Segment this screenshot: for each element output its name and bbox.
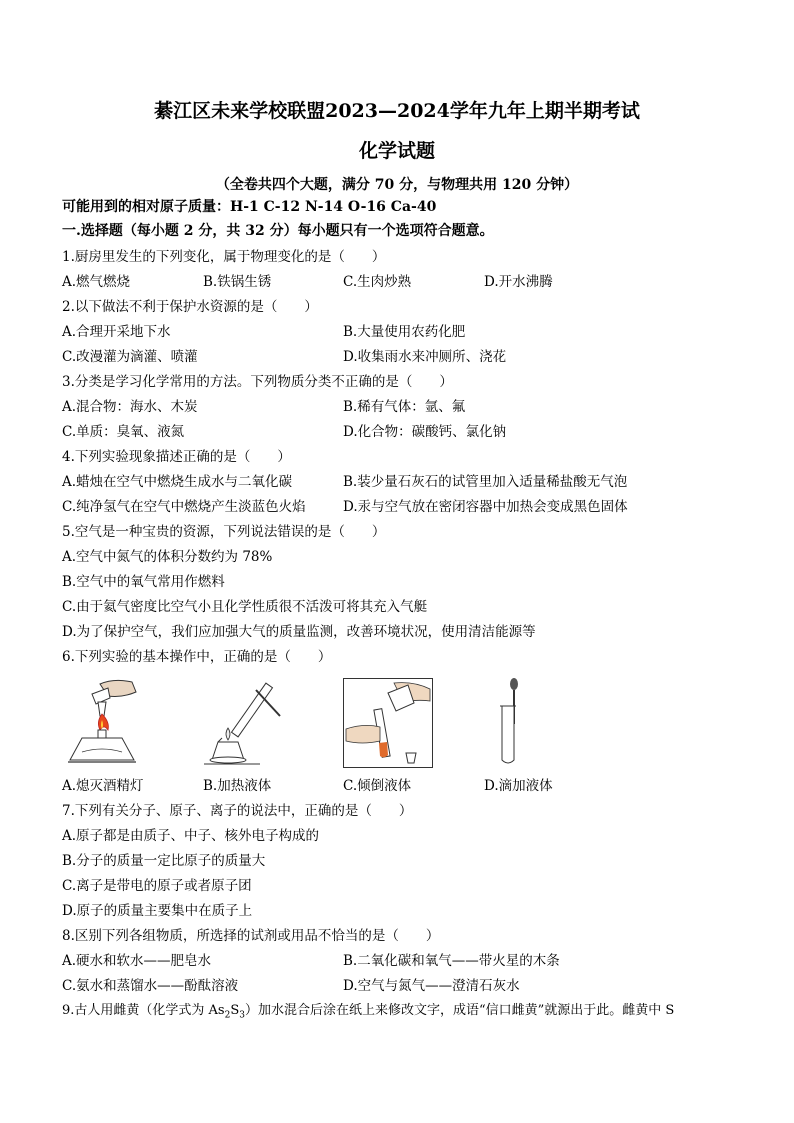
option-b: B.空气中的氧气常用作燃料	[62, 574, 225, 590]
option-d: D.滴加液体	[484, 778, 553, 794]
option-c: C.改漫灌为滴灌、喷灌	[62, 349, 198, 365]
option-c: C.生肉炒熟	[343, 274, 412, 290]
option-d: D.原子的质量主要集中在质子上	[62, 903, 253, 919]
question-stem: 6.下列实验的基本操作中，正确的是（ ）	[62, 649, 332, 665]
option-c: C.由于氦气密度比空气小且化学性质很不活泼可将其充入气艇	[62, 599, 428, 615]
option-a: A.熄灭酒精灯	[62, 778, 144, 794]
alcohol-lamp-cap-image	[62, 676, 140, 768]
question-stem: 5.空气是一种宝贵的资源，下列说法错误的是（ ）	[62, 524, 386, 540]
atomic-masses: 可能用到的相对原子质量：H-1 C-12 N-14 O-16 Ca-40	[62, 199, 437, 215]
question-stem: 8.区别下列各组物质，所选择的试剂或用品不恰当的是（ ）	[62, 928, 440, 944]
subject-title: 化学试题	[358, 140, 435, 162]
option-b: B.稀有气体：氩、氟	[343, 399, 466, 415]
option-d: D.化合物：碳酸钙、氯化钠	[343, 424, 507, 440]
question-stem: 2.以下做法不利于保护水资源的是（ ）	[62, 299, 318, 315]
heating-liquid-image	[200, 676, 284, 768]
question-stem: 4.下列实验现象描述正确的是（ ）	[62, 449, 291, 465]
option-d: D.汞与空气放在密闭容器中加热会变成黑色固体	[343, 499, 628, 515]
option-d: D.收集雨水来冲厕所、浇花	[343, 349, 507, 365]
option-b: B.二氧化碳和氧气——带火星的木条	[343, 953, 560, 969]
option-a: A.原子都是由质子、中子、核外电子构成的	[62, 828, 320, 844]
option-a: A.蜡烛在空气中燃烧生成水与二氧化碳	[62, 474, 293, 490]
option-b: B.加热液体	[203, 778, 272, 794]
option-c: C.离子是带电的原子或者原子团	[62, 878, 252, 894]
option-b: B.装少量石灰石的试管里加入适量稀盐酸无气泡	[343, 474, 628, 490]
option-c: C.单质：臭氧、液氮	[62, 424, 185, 440]
dropping-liquid-image	[480, 676, 540, 768]
option-c: C.氨水和蒸馏水——酚酞溶液	[62, 978, 239, 994]
question-stem: 3.分类是学习化学常用的方法。下列物质分类不正确的是（ ）	[62, 374, 453, 390]
option-a: A.硬水和软水——肥皂水	[62, 953, 212, 969]
section-heading: 一.选择题（每小题 2 分，共 32 分）每小题只有一个选项符合题意。	[62, 223, 494, 239]
option-b: B.分子的质量一定比原子的质量大	[62, 853, 266, 869]
option-d: D.开水沸腾	[484, 274, 553, 290]
option-c: C.纯净氢气在空气中燃烧产生淡蓝色火焰	[62, 499, 306, 515]
option-b: B.铁锅生锈	[203, 274, 272, 290]
exam-title: 綦江区未来学校联盟2023—2024学年九年上期半期考试	[154, 100, 640, 122]
question-stem: 7.下列有关分子、原子、离子的说法中，正确的是（ ）	[62, 803, 413, 819]
option-b: B.大量使用农药化肥	[343, 324, 466, 340]
option-a: A.合理开采地下水	[62, 324, 171, 340]
question-stem: 1.厨房里发生的下列变化，属于物理变化的是（ ）	[62, 249, 386, 265]
option-a: A.燃气燃烧	[62, 274, 131, 290]
option-d: D.空气与氮气——澄清石灰水	[343, 978, 520, 994]
exam-note: （全卷共四个大题，满分 70 分，与物理共用 120 分钟）	[215, 177, 579, 193]
option-c: C.倾倒液体	[343, 778, 412, 794]
pouring-liquid-image	[343, 678, 433, 768]
question-stem: 9.古人用雌黄（化学式为 $As_2S_3$）加水混合后涂在纸上来修改文字，成语“信口雌黄”就源出于此。雌黄中 S	[62, 1003, 675, 1021]
option-a: A.混合物：海水、木炭	[62, 399, 198, 415]
option-d: D.为了保护空气，我们应加强大气的质量监测，改善环境状况，使用清洁能源等	[62, 624, 536, 640]
option-a: A.空气中氮气的体积分数约为 78%	[62, 549, 273, 565]
